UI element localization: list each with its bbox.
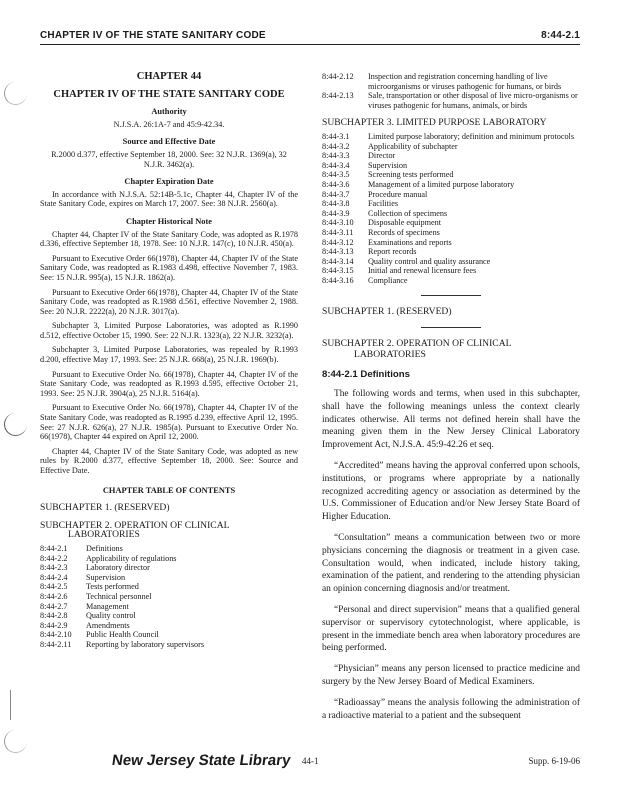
history-paragraph: Pursuant to Executive Order No. 66(1978), Chapter 44, Chapter IV of the State Sanitary Code, was readopted as R.1995 d.239, effective April 12, 1995. See: 27 N.J.R. 626(a), 27 N.J.R. 1985(a). Pursuant to Executive Order No. 66(1978), Chapter 44 expired on April 12, 2000. (40, 403, 298, 442)
toc-entry-number: 8:44-3.16 (322, 275, 354, 285)
toc-entry (322, 209, 580, 219)
toc-subchapter-2 (40, 521, 298, 540)
history-paragraph: Pursuant to Executive Order 66(1978), Chapter 44, Chapter IV of the State Sanitary Code, was readopted as R.1988 d.561, effective November 2, 1988. See: 20 N.J.R. 2222(a), 20 N.J.R. 3017(a). (40, 287, 298, 316)
section-heading: 8:44-2.1 Definitions (322, 369, 410, 381)
toc-subchapter-3: SUBCHAPTER 3. LIMITED PURPOSE LABORATORY (322, 117, 547, 129)
toc-entry-title: Definitions (86, 543, 123, 553)
toc-entry (322, 72, 580, 91)
toc-entry-number: 8:44-3.7 (322, 189, 350, 199)
body-paragraph: “Accredited” means having the approval conferred upon schools, institutions, or programs where appropriate by a nationally recognized accrediting agency or association as determined by the U.S. Commissioner of Education and/or New Jersey State Board of Higher Education. (322, 461, 580, 523)
toc-entry-title: Management (86, 601, 129, 611)
toc-entry-title: Facilities (368, 199, 399, 209)
library-stamp: New Jersey State Library (110, 752, 292, 769)
toc-entry (40, 630, 298, 640)
authority-heading: Authority (151, 107, 187, 117)
toc-entry-title: Compliance (368, 275, 408, 285)
toc-entry-title: Applicability of regulations (86, 553, 177, 563)
toc-entry-number: 8:44-2.3 (40, 563, 68, 573)
toc-entry-number: 8:44-3.13 (322, 247, 354, 257)
toc-entry (322, 132, 580, 142)
toc-list-subchapter-2-cont (322, 72, 580, 110)
toc-entry-number: 8:44-3.3 (322, 151, 350, 161)
toc-entry-number: 8:44-3.1 (322, 131, 350, 141)
toc-entry (322, 257, 580, 267)
toc-entry-title: Supervision (368, 160, 408, 170)
toc-entry (40, 621, 298, 631)
toc-entry-title: Quality control (86, 611, 136, 621)
toc-entry-number: 8:44-2.10 (40, 630, 72, 640)
toc-entry-number: 8:44-3.11 (322, 227, 354, 237)
toc-entry-title: Laboratory director (86, 563, 150, 573)
toc-entry-title: Quality control and quality assurance (368, 256, 491, 266)
toc-entry-number: 8:44-2.13 (322, 91, 354, 101)
toc-entry-number: 8:44-2.7 (40, 601, 68, 611)
toc-entry-number: 8:44-3.10 (322, 218, 354, 228)
toc-entry (40, 611, 298, 621)
subchapter-2-heading-line1: SUBCHAPTER 2. OPERATION OF CLINICAL (322, 338, 512, 350)
page-number: 44-1 (302, 756, 319, 766)
body-paragraph: The following words and terms, when used in this subchapter, shall have the following meanings unless the context clearly indicates otherwise. All terms not defined herein shall have the meaning given them in the New Jersey Clinical Laboratory Improvement Act, N.J.S.A. 45:9-42.26 et seq. (322, 389, 580, 451)
toc-entry (322, 247, 580, 257)
chapter-number: CHAPTER 44 (136, 71, 202, 82)
toc-entry-title: Supervision (86, 572, 126, 582)
toc-entry-title: Sale, transportation or other disposal of live micro-organisms or viruses pathogenic for humans, animals, or birds (368, 91, 578, 110)
toc-entry (322, 161, 580, 171)
toc-entry (322, 91, 580, 110)
history-paragraph: Subchapter 3, Limited Purpose Laboratories, was adopted as R.1990 d.512, effective October 15, 1990. See: 22 N.J.R. 1323(a), 22 N.J.R. 3232(a). (40, 321, 298, 340)
toc-entry (40, 563, 298, 573)
toc-list-subchapter-3 (322, 132, 580, 286)
subchapter-2-heading (322, 338, 580, 360)
toc-entry (322, 170, 580, 180)
toc-entry-number: 8:44-3.9 (322, 208, 350, 218)
toc-entry-title: Screening tests performed (368, 170, 454, 180)
chapter-title: CHAPTER IV OF THE STATE SANITARY CODE (53, 88, 285, 100)
history-heading: Chapter Historical Note (126, 216, 212, 226)
toc-entry (322, 151, 580, 161)
toc-entry (322, 266, 580, 276)
toc-entry-title: Public Health Council (86, 630, 159, 640)
toc-entry-title: Director (368, 151, 396, 161)
binder-hole-top (4, 82, 27, 105)
toc-entry (40, 640, 298, 650)
toc-entry-title: Technical personnel (86, 591, 152, 601)
toc-entry-number: 8:44-2.8 (40, 611, 68, 621)
toc-entry-title: Initial and renewal licensure fees (368, 266, 477, 276)
section-divider (421, 295, 481, 296)
right-column (322, 72, 580, 730)
toc-entry-title: Disposable equipment (368, 218, 441, 228)
toc-entry-number: 8:44-3.14 (322, 256, 354, 266)
body-paragraph: “Consultation” means a communication between two or more physicians concerning the diagnosis or treatment in a given case. Consultation would, when indicated, include history taking, examination of the patient, and rendering to the attending physician an opinion concerning diagnosis and/or treatment. (322, 533, 580, 595)
toc-subchapter-2-line2: LABORATORIES (68, 529, 140, 541)
toc-entry (322, 276, 580, 286)
toc-entry-number: 8:44-3.12 (322, 237, 354, 247)
toc-entry-title: Examinations and reports (368, 237, 452, 247)
toc-entry-number: 8:44-3.5 (322, 170, 350, 180)
toc-entry-title: Inspection and registration concerning handling of live microorganisms or viruses pathogenic for humans, or birds (368, 72, 562, 91)
toc-entry (322, 238, 580, 248)
toc-entry-title: Applicability of subchapter (368, 141, 458, 151)
toc-entry-title: Records of specimens (368, 227, 440, 237)
toc-entry-number: 8:44-2.2 (40, 553, 68, 563)
toc-entry-title: Limited purpose laboratory; definition and minimum protocols (368, 131, 575, 141)
toc-entry-title: Reporting by laboratory supervisors (86, 639, 205, 649)
toc-entry (322, 142, 580, 152)
history-paragraph: Chapter 44, Chapter IV of the State Sanitary Code, was adopted as R.1978 d.336, effective September 18, 1978. See: 10 N.J.R. 147(c), 10 N.J.R. 450(a). (40, 229, 298, 249)
binder-hole-middle (4, 413, 27, 436)
toc-entry-number: 8:44-2.9 (40, 620, 68, 630)
subchapter-2-heading-line2: LABORATORIES (354, 349, 426, 361)
toc-entry-number: 8:44-3.8 (322, 199, 350, 209)
toc-entry-number: 8:44-2.1 (40, 543, 68, 553)
left-column (40, 72, 298, 650)
toc-entry (40, 602, 298, 612)
body-paragraph: “Personal and direct supervision” means that a qualified general supervisor or supervisory cytotechnologist, where applicable, is present in the immediate bench area when laboratory procedures are being performed. (322, 605, 580, 654)
history-paragraph: Chapter 44, Chapter IV of the State Sanitary Code, was adopted as new rules by R.2000 d.377, effective September 18, 2000. See: Source and Effective Date. (40, 446, 298, 475)
toc-entry (40, 592, 298, 602)
history-paragraph: Subchapter 3, Limited Purpose Laboratories, was repealed by R.1993 d.200, effective May 17, 1993. See: 25 N.J.R. 668(a), 25 N.J.R. 1969(b). (40, 345, 298, 365)
page-footer (40, 752, 580, 776)
toc-entry (322, 180, 580, 190)
toc-entry-number: 8:44-2.12 (322, 72, 354, 81)
toc-entry-number: 8:44-3.4 (322, 160, 350, 170)
toc-entry-number: 8:44-2.11 (40, 639, 72, 649)
toc-subchapter-2-line1: SUBCHAPTER 2. OPERATION OF CLINICAL (40, 519, 230, 531)
toc-entry (322, 218, 580, 228)
toc-list-subchapter-2 (40, 544, 298, 650)
binder-hole-bottom (4, 730, 27, 753)
toc-entry (40, 544, 298, 554)
source-text: R.2000 d.377, effective September 18, 2000. See: 32 N.J.R. 1369(a), 32 N.J.R. 3462(a). (51, 149, 287, 169)
toc-entry-number: 8:44-3.2 (322, 141, 350, 151)
toc-entry (322, 228, 580, 238)
history-paragraph: Pursuant to Executive Order No. 66(1978), Chapter 44, Chapter IV of the State Sanitary Code, was readopted as R.1993 d.595, effective October 21, 1993. See: 25 N.J.R. 3904(a), 25 N.J.R. 5164(a). (40, 369, 298, 398)
source-heading: Source and Effective Date (122, 137, 216, 147)
section-divider (421, 327, 481, 328)
toc-entry-title: Management of a limited purpose laboratory (368, 179, 515, 189)
toc-entry (40, 554, 298, 564)
toc-entry (40, 582, 298, 592)
scan-edge-mark (10, 690, 11, 720)
authority-text: N.J.S.A. 26:1A-7 and 45:9-42.34. (113, 119, 225, 129)
toc-entry-number: 8:44-3.15 (322, 266, 354, 276)
toc-entry-title: Tests performed (86, 582, 139, 592)
toc-entry (322, 199, 580, 209)
toc-entry (40, 573, 298, 583)
supplement-date: Supp. 6-19-06 (528, 756, 580, 766)
running-header-section: 8:44-2.1 (541, 30, 580, 41)
body-paragraph: “Radioassay” means the analysis following the administration of a radioactive material to a patient and the subsequent (322, 697, 580, 721)
toc-entry-number: 8:44-2.6 (40, 591, 68, 601)
toc-entry-title: Collection of specimens (368, 208, 448, 218)
history-paragraph: Pursuant to Executive Order 66(1978), Chapter 44, Chapter IV of the State Sanitary Code, was readopted as R.1983 d.498, effective November 7, 1983. See: 15 N.J.R. 995(a), 15 N.J.R. 1862(a). (40, 253, 298, 282)
running-header-title: CHAPTER IV OF THE STATE SANITARY CODE (40, 30, 266, 41)
running-header (40, 28, 580, 45)
body-paragraph: “Physician” means any person licensed to practice medicine and surgery by the New Jersey Board of Medical Examiners. (322, 664, 580, 687)
subchapter-1-heading: SUBCHAPTER 1. (RESERVED) (322, 306, 452, 318)
toc-entry-title: Report records (368, 247, 417, 257)
toc-entry-title: Procedure manual (368, 189, 428, 199)
toc-subchapter-1: SUBCHAPTER 1. (RESERVED) (40, 502, 170, 514)
toc-entry-title: Amendments (86, 620, 130, 630)
toc-entry (322, 190, 580, 200)
expiration-heading: Chapter Expiration Date (124, 177, 214, 187)
expiration-text: In accordance with N.J.S.A. 52:14B-5.1c, Chapter 44, Chapter IV of the State Sanitary Code, expires on March 17, 2007. See: 38 N.J.R. 2560(a). (40, 189, 298, 209)
toc-heading: CHAPTER TABLE OF CONTENTS (102, 485, 236, 495)
toc-entry-number: 8:44-3.6 (322, 179, 350, 189)
toc-entry-number: 8:44-2.4 (40, 572, 68, 582)
toc-entry-number: 8:44-2.5 (40, 582, 68, 592)
